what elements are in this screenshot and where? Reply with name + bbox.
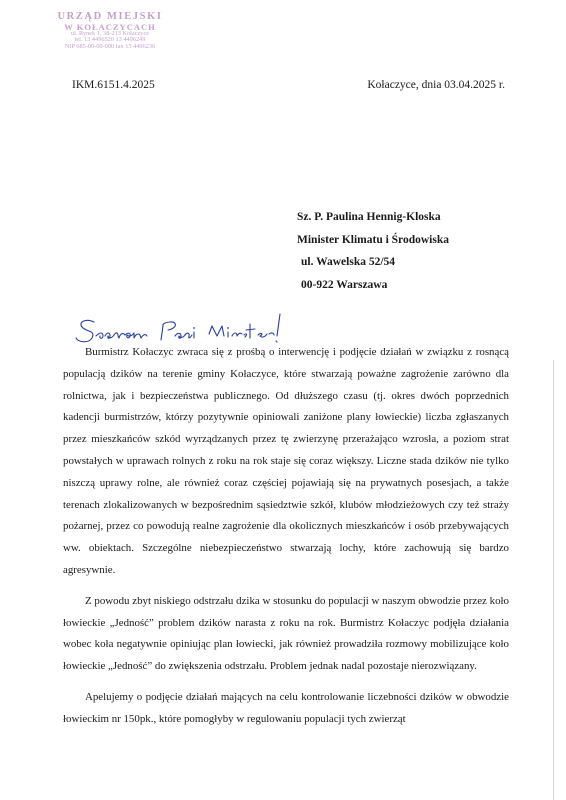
case-reference: IKM.6151.4.2025 — [72, 79, 155, 91]
addressee-street: ul. Wawelska 52/54 — [301, 256, 396, 268]
addressee-city: 00-922 Warszawa — [301, 278, 388, 291]
addressee-block — [297, 206, 449, 296]
stamp-subtitle: W KOŁACZYCACH — [64, 21, 156, 32]
letter-body — [63, 342, 509, 740]
addressee-title: Minister Klimatu i Środowiska — [297, 233, 449, 246]
addressee-name: Sz. P. Paulina Hennig-Kloska — [297, 211, 441, 223]
stamp-phone: tel. 13 4496520 13 4496249 — [74, 37, 146, 44]
scan-edge-line — [553, 360, 554, 800]
body-paragraph-1: Burmistrz Kołaczyc zwraca się z prośbą o interwencję i podjęcie działań w związku z rosnącą populacją dzików na terenie gminy Kołaczyce, które stwarzają poważne zagrożenie zarówno dla rolnictwa, jak i bezpieczeństwa publicznego. Od dłuższego czasu (tj. okres dwóch poprzednich kadencji burmistrzów, którzy pozytywnie opiniowali zaniżone plany łowieckie) liczba zgłaszanych przez mieszkańców szkód wyrządzanych przez tę zwierzynę przerażająco wzrosła, a poziom strat powstałych w uprawach rolnych z roku na rok staje się coraz większy. Liczne stada dzików nie tylko niszczą uprawy rolne, ale również coraz częściej pojawiają się na prywatnych posesjach, a także terenach zlokalizowanych w bezpośrednim sąsiedztwie szkół, klubów młodzieżowych czy też straży pożarnej, przez co powodują realne zagrożenie dla okolicznych mieszkańców i osób przebywających ww. obiektach. Szczególne niebezpieczeństwo stwarzają lochy, które zachowują się bardzo agresywnie. — [63, 346, 509, 576]
office-stamp — [54, 12, 166, 50]
stamp-address: ul. Rynek 1, 38-213 Kołaczyce — [70, 31, 150, 37]
body-paragraph-2: Z powodu zbyt niskiego odstrzału dzika w stosunku do populacji w naszym obwodzie przez koło łowieckie „Jedność” problem dzików narasta z roku na rok. Burmistrz Kołaczyc podjęła działania wobec koła negatywnie opiniując plan łowiecki, jak również prowadziła rozmowy mobilizujące koło łowieckie „Jedność” do zwiększenia odstrzału. Problem jednak nadal pozostaje nierozwiązany. — [63, 594, 509, 673]
place-and-date: Kołaczyce, dnia 03.04.2025 r. — [367, 79, 505, 91]
body-paragraph-3: Apelujemy o podjęcie działań mających na celu kontrolowanie liczebności dzików w obwodzie łowieckim nr 150pk., które pomogłyby w regulowaniu populacji tych zwierząt — [63, 690, 509, 725]
stamp-title: URZĄD MIEJSKI — [57, 11, 163, 22]
stamp-fax: NIP 685-00-00-000 fax 13 4496236 — [64, 43, 156, 50]
